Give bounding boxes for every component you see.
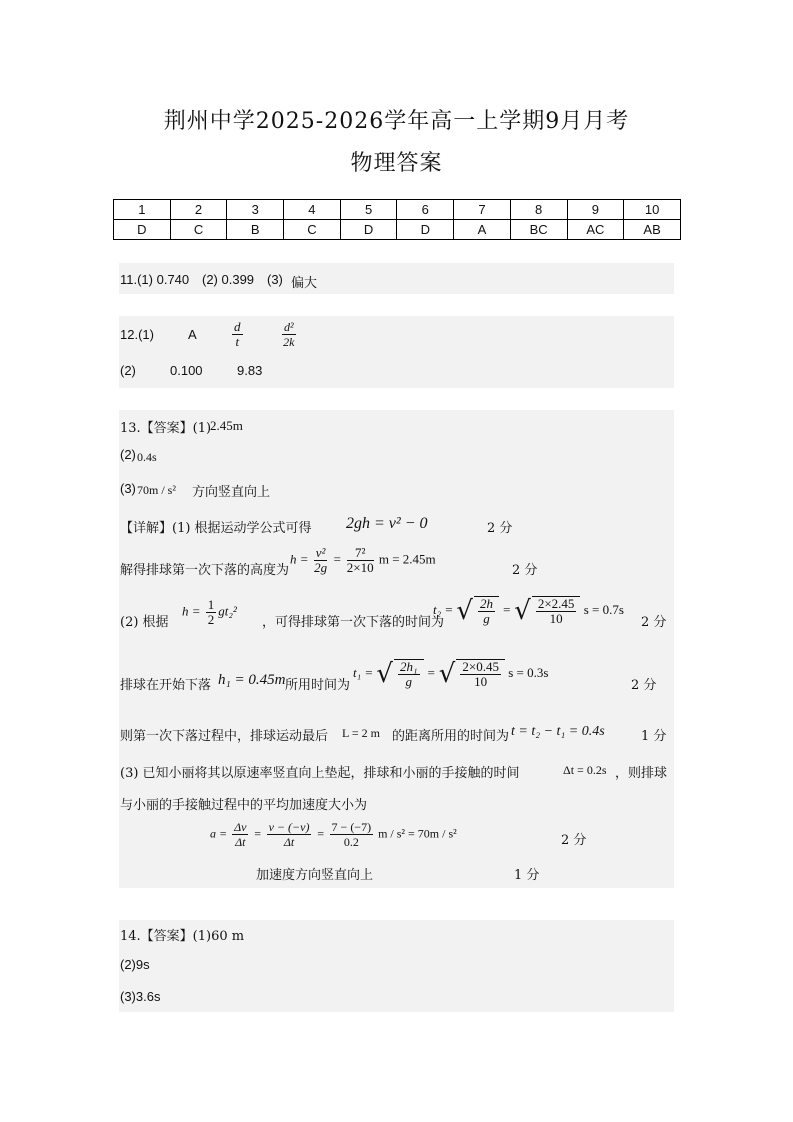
q13-line5-b: 的距离所用的时间为 <box>392 729 510 744</box>
q13-line7: 与小丽的手接触过程中的平均加速度大小为 <box>120 798 368 813</box>
sqrt-icon: √ <box>514 596 531 626</box>
question-number: 10 <box>624 200 681 220</box>
eq3-tail: gt₂² <box>218 603 237 619</box>
q11-part2: (2) 0.399 <box>202 272 255 287</box>
frac-numerator: d² <box>284 320 294 334</box>
frac-denominator: 10 <box>474 674 488 689</box>
frac-numerator: 7 − (−7) <box>331 820 372 834</box>
q12-formula-1 <box>230 320 245 349</box>
frac-denominator: Δt <box>283 835 295 849</box>
frac-numerator: 2×0.45 <box>462 659 499 674</box>
q13-score-2: 2 分 <box>512 563 538 578</box>
question-number: 9 <box>567 200 624 220</box>
q13-answer-1: 2.45m <box>210 418 243 433</box>
q13-eq3-t: t₂ = √ $\frac{2h}{g}$ = √ $\frac{2\times 2.45}{10}$ s = 0.7s <box>433 596 624 626</box>
q11-part3-label: (3) <box>267 272 283 287</box>
question-number: 3 <box>227 200 284 220</box>
sqrt-icon: √ <box>456 596 473 626</box>
question-number: 4 <box>284 200 341 220</box>
eq3-result: s = 0.7s <box>583 601 624 617</box>
q14-answer-label: 14.【答案】(1)60 m <box>120 929 245 944</box>
frac-denominator: g <box>483 611 490 626</box>
question-number: 7 <box>454 200 511 220</box>
frac-numerator: 2×2.45 <box>537 596 575 611</box>
question-number: 1 <box>114 200 171 220</box>
choice-answer: C <box>284 220 341 240</box>
frac-numerator: v² <box>315 545 326 560</box>
q13-line8: 加速度方向竖直向上 <box>256 868 374 883</box>
table-row-answers <box>114 220 681 240</box>
q13-eq4-h: h₁ = 0.45m <box>218 672 286 688</box>
frac-numerator: d <box>234 319 241 334</box>
choice-answer: A <box>454 220 511 240</box>
eq2-lhs: h = <box>290 551 309 567</box>
q12-formula-2 <box>280 320 298 349</box>
frac-numerator: Δv <box>234 820 247 834</box>
table-row-numbers <box>114 200 681 220</box>
q12-part2-value1: 0.100 <box>170 363 203 378</box>
choice-answer: D <box>114 220 171 240</box>
q13-part2-label: (2) <box>120 447 136 462</box>
choice-answer: C <box>170 220 227 240</box>
eq4-t: t₁ = <box>353 664 374 680</box>
q13-line6-b: ，则排球 <box>615 766 668 781</box>
q12-answer-a: A <box>188 327 197 342</box>
q13-score-8: 1 分 <box>514 868 540 883</box>
q13-score-3: 2 分 <box>641 615 667 630</box>
choice-answer-table <box>113 199 681 240</box>
question-number: 2 <box>170 200 227 220</box>
q11-part3-answer: 偏大 <box>291 276 318 291</box>
q13-line4-b: 所用时间为 <box>285 678 351 693</box>
sqrt-icon: √ <box>376 659 393 689</box>
frac-denominator: 2g <box>314 560 328 575</box>
frac-denominator: 0.2 <box>343 835 359 849</box>
frac-denominator: Δt <box>235 835 246 849</box>
choice-answer: AB <box>624 220 681 240</box>
q13-line6-a: (3) 已知小丽将其以原速率竖直向上垫起，排球和小丽的手接触的时间 <box>120 766 520 781</box>
frac-denominator: 2k <box>283 335 295 349</box>
eq7-lhs: a = <box>210 826 228 841</box>
choice-answer: AC <box>567 220 624 240</box>
q12-part1-label: 12.(1) <box>120 327 154 342</box>
frac-numerator: 7² <box>347 546 374 561</box>
sqrt-icon: √ <box>438 659 456 689</box>
q14-answer-2: (2)9s <box>120 957 150 972</box>
q13-detail-label: 【详解】(1) 根据运动学公式可得 <box>120 521 312 536</box>
q11-part1: 11.(1) 0.740 <box>120 272 190 287</box>
eq3-t: t₂ = <box>433 601 454 617</box>
q13-answer-2: 0.4s <box>137 450 157 464</box>
q14-answer-3: (3)3.6s <box>120 989 161 1004</box>
q13-line2-text: 解得排球第一次下落的高度为 <box>120 563 290 578</box>
frac-denominator: 10 <box>549 611 563 626</box>
q12-part2-label: (2) <box>120 363 136 378</box>
page-subtitle: 物理答案 <box>350 151 443 176</box>
q13-score-5: 1 分 <box>641 729 667 744</box>
choice-answer: B <box>227 220 284 240</box>
q13-line5-a: 则第一次下落过程中，排球运动最后 <box>120 729 329 744</box>
q12-part2-value2: 9.83 <box>237 363 263 378</box>
q13-eq1: 2gh = v² − 0 <box>346 515 428 532</box>
eq3-lhs: h = <box>182 603 201 619</box>
question-number: 8 <box>510 200 567 220</box>
q13-line4-a: 排球在开始下落 <box>120 678 212 693</box>
choice-answer: D <box>397 220 454 240</box>
q13-score-7: 2 分 <box>561 833 587 848</box>
question-number: 6 <box>397 200 454 220</box>
q13-eq5: t = t₂ − t₁ = 0.4s <box>511 724 605 739</box>
frac-numerator: 2h <box>479 596 493 611</box>
frac-denominator: g <box>405 674 412 689</box>
q13-line3-b: ，可得排球第一次下落的时间为 <box>262 615 445 630</box>
frac-numerator: 1 <box>207 597 215 612</box>
q13-line3-a: (2) 根据 <box>120 615 169 630</box>
q13-score-1: 2 分 <box>487 521 513 536</box>
q13-eq2: h = $\frac{\text{v²}}{2g}$ = $\frac{\text{7²}}{2\times 10}$ m = 2.45m <box>290 545 436 575</box>
frac-denominator: 2×10 <box>346 560 374 575</box>
q13-eq3-h <box>182 598 237 627</box>
choice-answer: D <box>340 220 397 240</box>
frac-denominator: 2 <box>207 612 215 627</box>
page-title: 荆州中学2025-2026学年高一上学期9月月考 <box>163 109 630 134</box>
eq7-result: m / s² = 70m / s² <box>378 826 457 841</box>
choice-answer: BC <box>510 220 567 240</box>
q13-score-4: 2 分 <box>631 678 657 693</box>
q13-answer-label: 13.【答案】(1) <box>120 421 212 436</box>
frac-numerator: v − (−v) <box>268 820 310 834</box>
question-number: 5 <box>340 200 397 220</box>
eq4-result: s = 0.3s <box>508 664 549 680</box>
q13-eq4-t: t₁ = √ $\frac{\text{2h₁}}{g}$ = √ $\frac{2\times 0.45}{10}$ s = 0.3s <box>353 659 549 689</box>
frac-numerator: 2h₁ <box>399 659 418 674</box>
q13-answer-3-direction: 方向竖直向上 <box>192 485 271 500</box>
q13-answer-3: 70m / s² <box>137 483 176 497</box>
eq2-result: m = 2.45m <box>378 551 436 567</box>
q13-eq6-dt: Δt = 0.2s <box>563 763 607 777</box>
q13-part3-label: (3) <box>120 481 136 496</box>
q13-eq5-L: L = 2 m <box>342 726 380 740</box>
frac-denominator: t <box>235 334 240 349</box>
q13-eq7: a = $\frac{\Delta v}{\Delta t}$ = $\frac{v - (-v)}{\Delta t}$ = $\frac{7 - (-7)}{0.2}$ m / s² = 70m / s² <box>210 820 457 849</box>
